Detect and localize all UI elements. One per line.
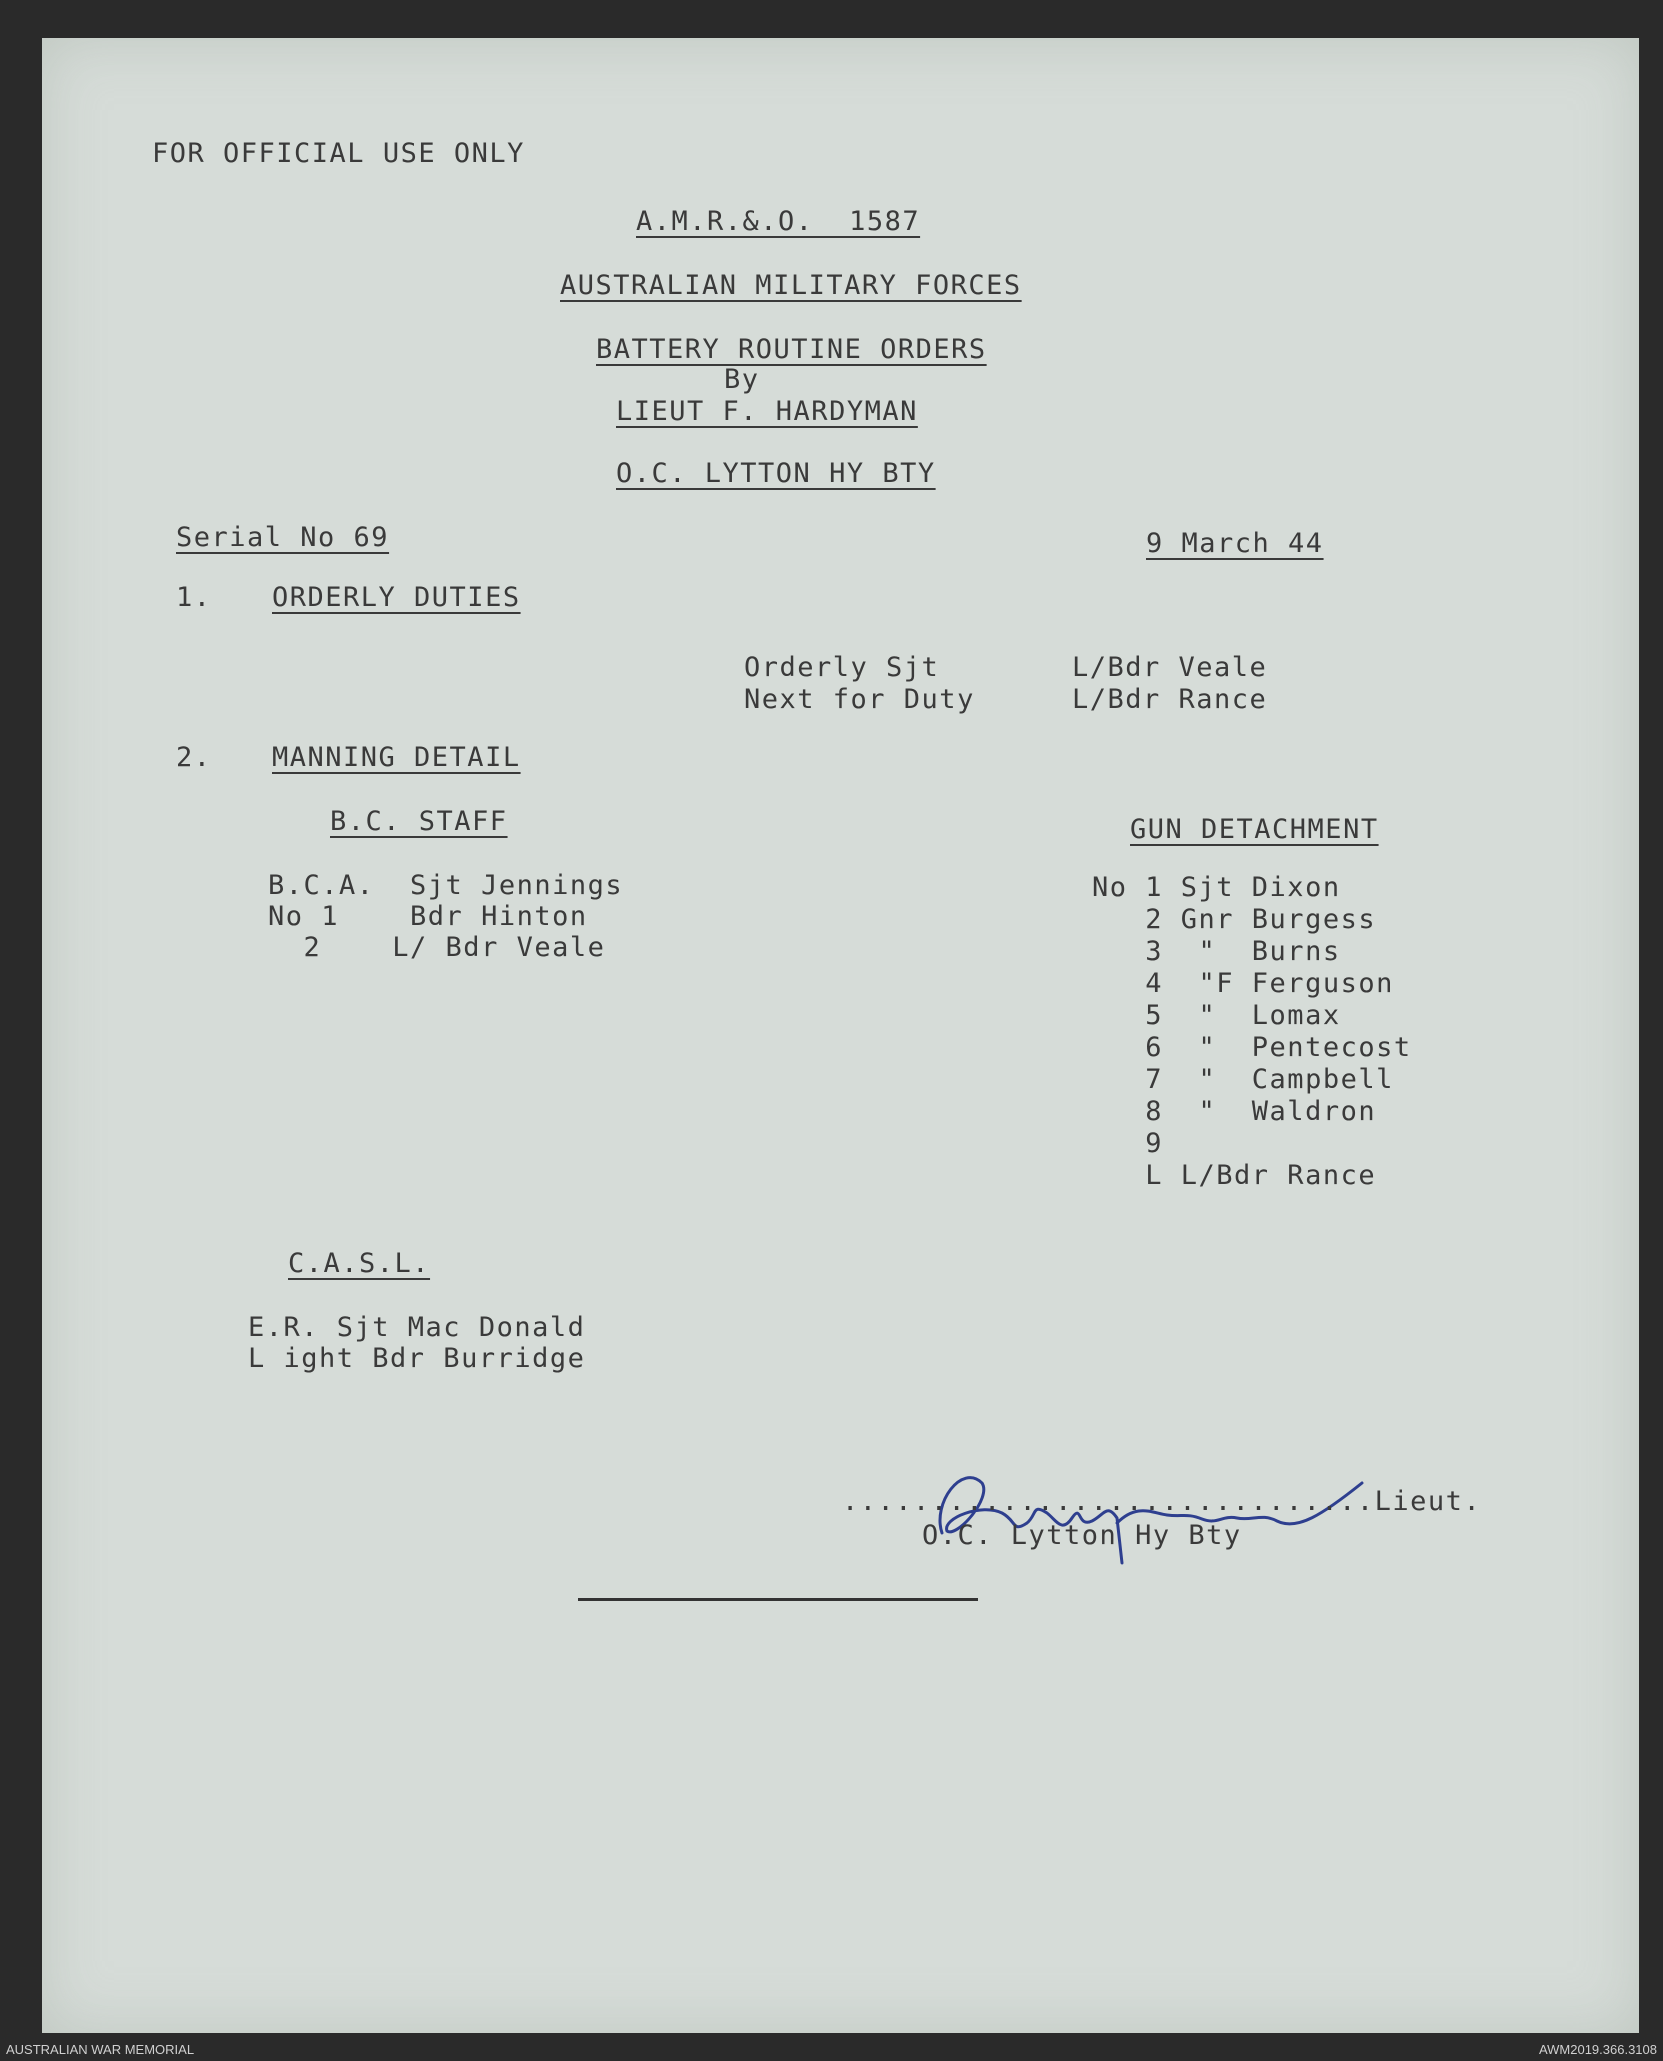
- gun-detachment-title: GUN DETACHMENT: [1130, 814, 1379, 845]
- gun-row: 3 " Burns: [1092, 936, 1341, 967]
- footer-left: AUSTRALIAN WAR MEMORIAL: [6, 2042, 195, 2057]
- unit-name: O.C. LYTTON HY BTY: [616, 458, 936, 489]
- bc-staff-row: No 1 Bdr Hinton: [268, 901, 588, 932]
- signature-title: O.C. Lytton Hy Bty: [922, 1520, 1242, 1551]
- officer-name: LIEUT F. HARDYMAN: [616, 396, 918, 427]
- section-2-number: 2.: [176, 742, 212, 773]
- gun-row: 8 " Waldron: [1092, 1096, 1377, 1127]
- bc-staff-title: B.C. STAFF: [330, 806, 508, 837]
- order-number: A.M.R.&.O. 1587: [636, 206, 921, 237]
- orderly-role: Orderly Sjt: [744, 652, 940, 683]
- section-1-number: 1.: [176, 582, 212, 613]
- casl-title: C.A.S.L.: [288, 1248, 431, 1279]
- casl-row: L ight Bdr Burridge: [248, 1343, 586, 1374]
- footer-right: AWM2019.366.3108: [1538, 2042, 1657, 2057]
- gun-row: 5 " Lomax: [1092, 1000, 1341, 1031]
- forces-heading: AUSTRALIAN MILITARY FORCES: [560, 270, 1022, 301]
- gun-row: 9: [1092, 1128, 1164, 1159]
- official-use-heading: FOR OFFICIAL USE ONLY: [152, 138, 525, 169]
- signature-line: ..............................Lieut.: [842, 1486, 1482, 1517]
- bc-staff-row: 2 L/ Bdr Veale: [268, 932, 606, 963]
- next-duty-role: Next for Duty: [744, 684, 975, 715]
- by-label: By: [724, 364, 760, 395]
- section-2-title: MANNING DETAIL: [272, 742, 521, 773]
- serial-number: Serial No 69: [176, 522, 390, 553]
- date: 9 March 44: [1146, 528, 1324, 559]
- document-page: [42, 38, 1639, 2033]
- section-1-title: ORDERLY DUTIES: [272, 582, 521, 613]
- next-duty-name: L/Bdr Rance: [1072, 684, 1268, 715]
- closing-rule: [578, 1598, 978, 1601]
- orderly-name: L/Bdr Veale: [1072, 652, 1268, 683]
- casl-row: E.R. Sjt Mac Donald: [248, 1312, 586, 1343]
- gun-row: 2 Gnr Burgess: [1092, 904, 1377, 935]
- gun-row: No 1 Sjt Dixon: [1092, 872, 1341, 903]
- gun-row: 6 " Pentecost: [1092, 1032, 1412, 1063]
- gun-row: 7 " Campbell: [1092, 1064, 1394, 1095]
- gun-row: 4 "F Ferguson: [1092, 968, 1394, 999]
- orders-title: BATTERY ROUTINE ORDERS: [596, 334, 987, 365]
- gun-row: L L/Bdr Rance: [1092, 1160, 1377, 1191]
- bc-staff-row: B.C.A. Sjt Jennings: [268, 870, 624, 901]
